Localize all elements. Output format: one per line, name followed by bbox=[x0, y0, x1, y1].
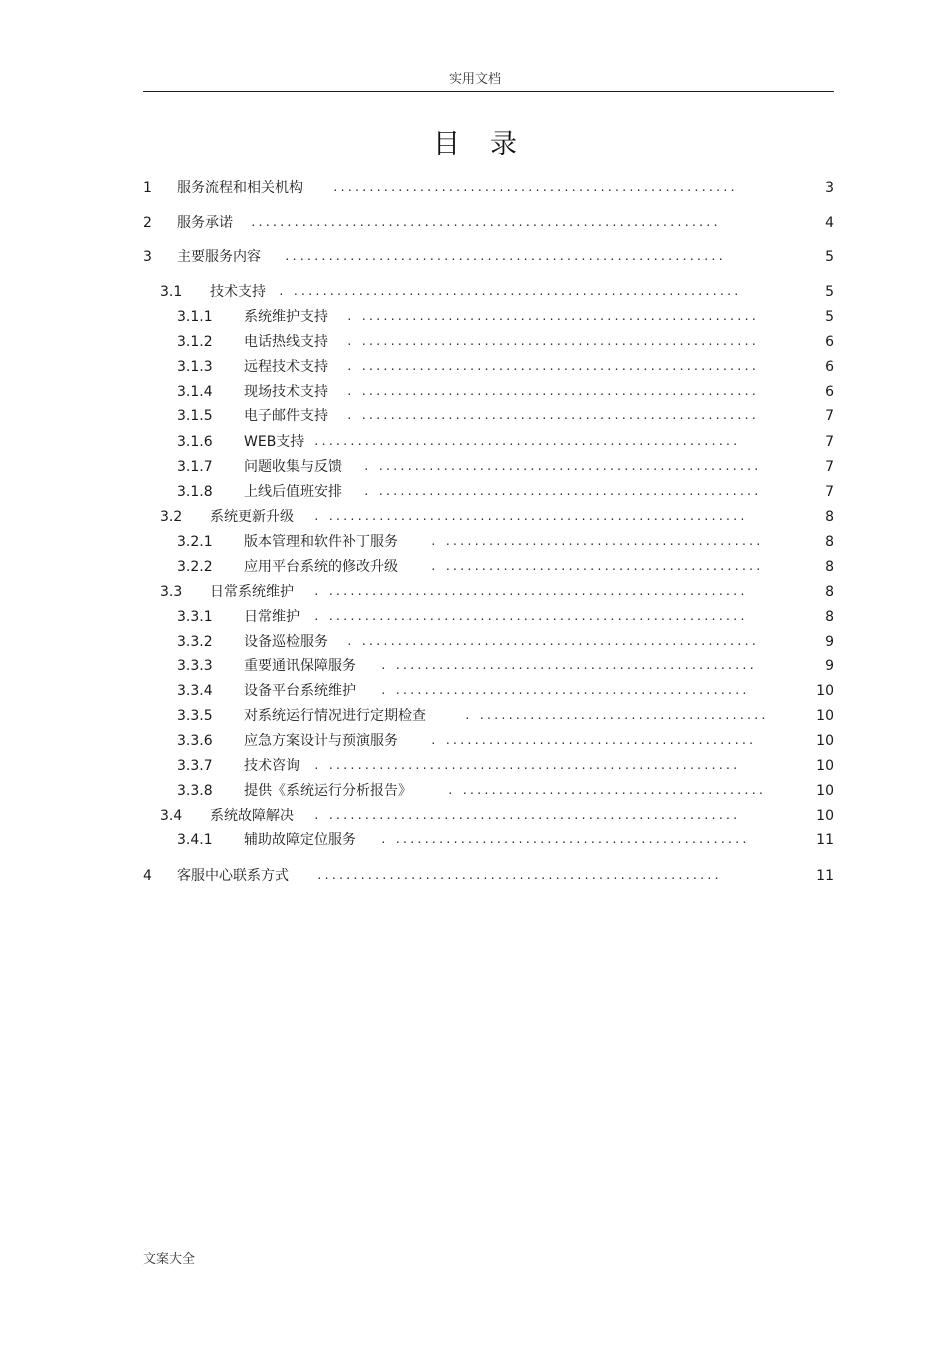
toc-entry[interactable] bbox=[0, 631, 950, 653]
toc-entry-label: 系统更新升级 bbox=[210, 509, 294, 525]
toc-entry-page: 5 bbox=[825, 284, 834, 300]
toc-entry-leader: . .............................................................. bbox=[278, 285, 741, 298]
toc-entry-label: 对系统运行情况进行定期检查 bbox=[244, 708, 426, 724]
toc-entry[interactable] bbox=[0, 780, 950, 802]
toc-entry-label: 日常系统维护 bbox=[210, 584, 294, 600]
toc-entry-label: 版本管理和软件补丁服务 bbox=[244, 534, 398, 550]
toc-entry-page: 10 bbox=[816, 683, 834, 699]
toc-entry-number: 3.3.7 bbox=[177, 758, 213, 774]
toc-entry-label: 重要通讯保障服务 bbox=[244, 658, 356, 674]
toc-entry-page: 10 bbox=[816, 783, 834, 799]
toc-entry-label: 电子邮件支持 bbox=[244, 408, 328, 424]
toc-entry-number: 3.1.1 bbox=[177, 309, 213, 325]
toc-entry[interactable] bbox=[0, 705, 950, 727]
toc-entry-label: 服务承诺 bbox=[177, 215, 233, 231]
toc-entry-label: 上线后值班安排 bbox=[244, 484, 342, 500]
toc-entry[interactable] bbox=[0, 506, 950, 528]
toc-entry-number: 3.1 bbox=[160, 284, 183, 300]
toc-entry-label: 服务流程和相关机构 bbox=[177, 180, 303, 196]
toc-entry-label: 技术咨询 bbox=[244, 758, 300, 774]
toc-entry-number: 3.3.8 bbox=[177, 783, 213, 799]
toc-entry-page: 8 bbox=[825, 509, 834, 525]
toc-entry-number: 3.3.5 bbox=[177, 708, 213, 724]
toc-entry-number: 3.2.2 bbox=[177, 559, 213, 575]
toc-entry[interactable] bbox=[0, 306, 950, 328]
toc-entry-page: 9 bbox=[825, 634, 834, 650]
toc-entry-leader: . ..................................................... bbox=[363, 485, 761, 498]
toc-entry[interactable] bbox=[0, 680, 950, 702]
toc-entry-page: 9 bbox=[825, 658, 834, 674]
toc-entry-leader: . ............................................ bbox=[430, 535, 763, 548]
toc-entry-page: 8 bbox=[825, 609, 834, 625]
toc-entry[interactable] bbox=[0, 481, 950, 503]
toc-entry-leader: ........................................................ bbox=[332, 181, 737, 194]
toc-entry[interactable] bbox=[0, 177, 950, 199]
toc-entry-number: 3.3.1 bbox=[177, 609, 213, 625]
toc-entry[interactable] bbox=[0, 556, 950, 578]
toc-entry-label: 日常维护 bbox=[244, 609, 300, 625]
toc-entry-label: 设备平台系统维护 bbox=[244, 683, 356, 699]
toc-entry-label: 电话热线支持 bbox=[244, 334, 328, 350]
toc-entry-leader: . .................................................. bbox=[380, 659, 756, 672]
toc-entry-leader: . ................................................. bbox=[380, 684, 749, 697]
toc-entry-number: 3.1.8 bbox=[177, 484, 213, 500]
toc-entry-page: 10 bbox=[816, 733, 834, 749]
toc-entry-leader: . ....................................................... bbox=[346, 335, 758, 348]
toc-entry-number: 3.1.4 bbox=[177, 384, 213, 400]
toc-entry[interactable] bbox=[0, 246, 950, 268]
toc-entry-number: 3.2 bbox=[160, 509, 183, 525]
toc-entry[interactable] bbox=[0, 281, 950, 303]
toc-entry-page: 10 bbox=[816, 808, 834, 824]
toc-entry-label: 应用平台系统的修改升级 bbox=[244, 559, 398, 575]
toc-entry-leader: ........................................................ bbox=[316, 869, 721, 882]
page-footer: 文案大全 bbox=[143, 1252, 196, 1267]
toc-entry[interactable] bbox=[0, 606, 950, 628]
page-header: 实用文档 bbox=[448, 72, 501, 87]
toc-entry-label: WEB支持 bbox=[244, 434, 305, 450]
toc-entry-leader: . ............................................ bbox=[430, 560, 763, 573]
toc-entry-leader: . ....................................................... bbox=[346, 409, 758, 422]
toc-entry-leader: . ........................................... bbox=[430, 734, 756, 747]
toc-entry-leader: . .......................................................... bbox=[313, 510, 747, 523]
toc-entry-leader: . ......................................................... bbox=[313, 809, 740, 822]
toc-entry-number: 3.2.1 bbox=[177, 534, 213, 550]
toc-entry-page: 8 bbox=[825, 534, 834, 550]
toc-entry-number: 3.3.4 bbox=[177, 683, 213, 699]
toc-entry-page: 11 bbox=[816, 832, 834, 848]
toc-entry-page: 6 bbox=[825, 384, 834, 400]
toc-entry-page: 7 bbox=[825, 484, 834, 500]
toc-entry[interactable] bbox=[0, 212, 950, 234]
toc-entry-page: 10 bbox=[816, 708, 834, 724]
toc-entry-label: 主要服务内容 bbox=[177, 249, 261, 265]
toc-entry-number: 3.1.2 bbox=[177, 334, 213, 350]
toc-entry-number: 4 bbox=[143, 868, 152, 884]
toc-entry-leader: . ........................................ bbox=[464, 709, 768, 722]
toc-entry[interactable] bbox=[0, 755, 950, 777]
toc-entry-number: 3.1.7 bbox=[177, 459, 213, 475]
toc-entry-label: 问题收集与反馈 bbox=[244, 459, 342, 475]
toc-entry-label: 现场技术支持 bbox=[244, 384, 328, 400]
toc-entry-leader: . ....................................................... bbox=[346, 635, 758, 648]
toc-entry[interactable] bbox=[0, 805, 950, 827]
toc-entry-leader: ............................................................. bbox=[284, 250, 725, 263]
toc-entry-page: 3 bbox=[825, 180, 834, 196]
toc-entry-label: 客服中心联系方式 bbox=[177, 868, 289, 884]
toc-entry-page: 6 bbox=[825, 334, 834, 350]
toc-entry[interactable] bbox=[0, 730, 950, 752]
toc-entry[interactable] bbox=[0, 655, 950, 677]
toc-entry[interactable] bbox=[0, 381, 950, 403]
toc-entry-number: 3.1.6 bbox=[177, 434, 213, 450]
toc-entry[interactable] bbox=[0, 865, 950, 887]
toc-entry-number: 3.3 bbox=[160, 584, 183, 600]
toc-entry-number: 3 bbox=[143, 249, 152, 265]
toc-entry-number: 2 bbox=[143, 215, 152, 231]
toc-entry-page: 5 bbox=[825, 309, 834, 325]
toc-entry-number: 3.1.3 bbox=[177, 359, 213, 375]
toc-entry-leader: ........................................................... bbox=[313, 435, 740, 448]
toc-entry-label: 辅助故障定位服务 bbox=[244, 832, 356, 848]
toc-entry-page: 8 bbox=[825, 559, 834, 575]
toc-entry-leader: . ......................................................... bbox=[313, 759, 740, 772]
toc-entry[interactable] bbox=[0, 431, 950, 453]
toc-entry-page: 7 bbox=[825, 408, 834, 424]
toc-entry-page: 7 bbox=[825, 434, 834, 450]
toc-entry-page: 8 bbox=[825, 584, 834, 600]
toc-entry[interactable] bbox=[0, 405, 950, 427]
toc-entry[interactable] bbox=[0, 456, 950, 478]
toc-entry[interactable] bbox=[0, 829, 950, 851]
toc-entry-page: 7 bbox=[825, 459, 834, 475]
toc-entry-label: 设备巡检服务 bbox=[244, 634, 328, 650]
toc-entry-number: 3.3.6 bbox=[177, 733, 213, 749]
toc-entry-leader: . ....................................................... bbox=[346, 310, 758, 323]
toc-entry-label: 提供《系统运行分析报告》 bbox=[244, 783, 412, 799]
toc-entry[interactable] bbox=[0, 356, 950, 378]
toc-entry-number: 3.4 bbox=[160, 808, 183, 824]
toc-entry-leader: . .......................................... bbox=[447, 784, 765, 797]
toc-entry-number: 3.3.3 bbox=[177, 658, 213, 674]
toc-entry-label: 系统故障解决 bbox=[210, 808, 294, 824]
toc-entry-label: 远程技术支持 bbox=[244, 359, 328, 375]
toc-entry-page: 11 bbox=[816, 868, 834, 884]
toc-title: 目录 bbox=[433, 129, 547, 160]
toc-entry-leader: . ....................................................... bbox=[346, 360, 758, 373]
toc-entry-leader: . ..................................................... bbox=[363, 460, 761, 473]
toc-entry[interactable] bbox=[0, 331, 950, 353]
toc-entry-leader: ................................................................. bbox=[250, 216, 720, 229]
toc-entry[interactable] bbox=[0, 581, 950, 603]
toc-entry-page: 4 bbox=[825, 215, 834, 231]
toc-entry-leader: . ....................................................... bbox=[346, 385, 758, 398]
toc-entry-number: 3.1.5 bbox=[177, 408, 213, 424]
toc-entry-leader: . .......................................................... bbox=[313, 610, 747, 623]
toc-entry-label: 系统维护支持 bbox=[244, 309, 328, 325]
toc-entry-page: 10 bbox=[816, 758, 834, 774]
toc-entry-number: 1 bbox=[143, 180, 152, 196]
toc-entry-page: 5 bbox=[825, 249, 834, 265]
toc-entry-number: 3.3.2 bbox=[177, 634, 213, 650]
toc-entry-page: 6 bbox=[825, 359, 834, 375]
toc-entry-leader: . .......................................................... bbox=[313, 585, 747, 598]
toc-entry[interactable] bbox=[0, 531, 950, 553]
toc-entry-label: 应急方案设计与预演服务 bbox=[244, 733, 398, 749]
toc-entry-leader: . ................................................. bbox=[380, 833, 749, 846]
toc-entry-number: 3.4.1 bbox=[177, 832, 213, 848]
toc-entry-label: 技术支持 bbox=[210, 284, 266, 300]
